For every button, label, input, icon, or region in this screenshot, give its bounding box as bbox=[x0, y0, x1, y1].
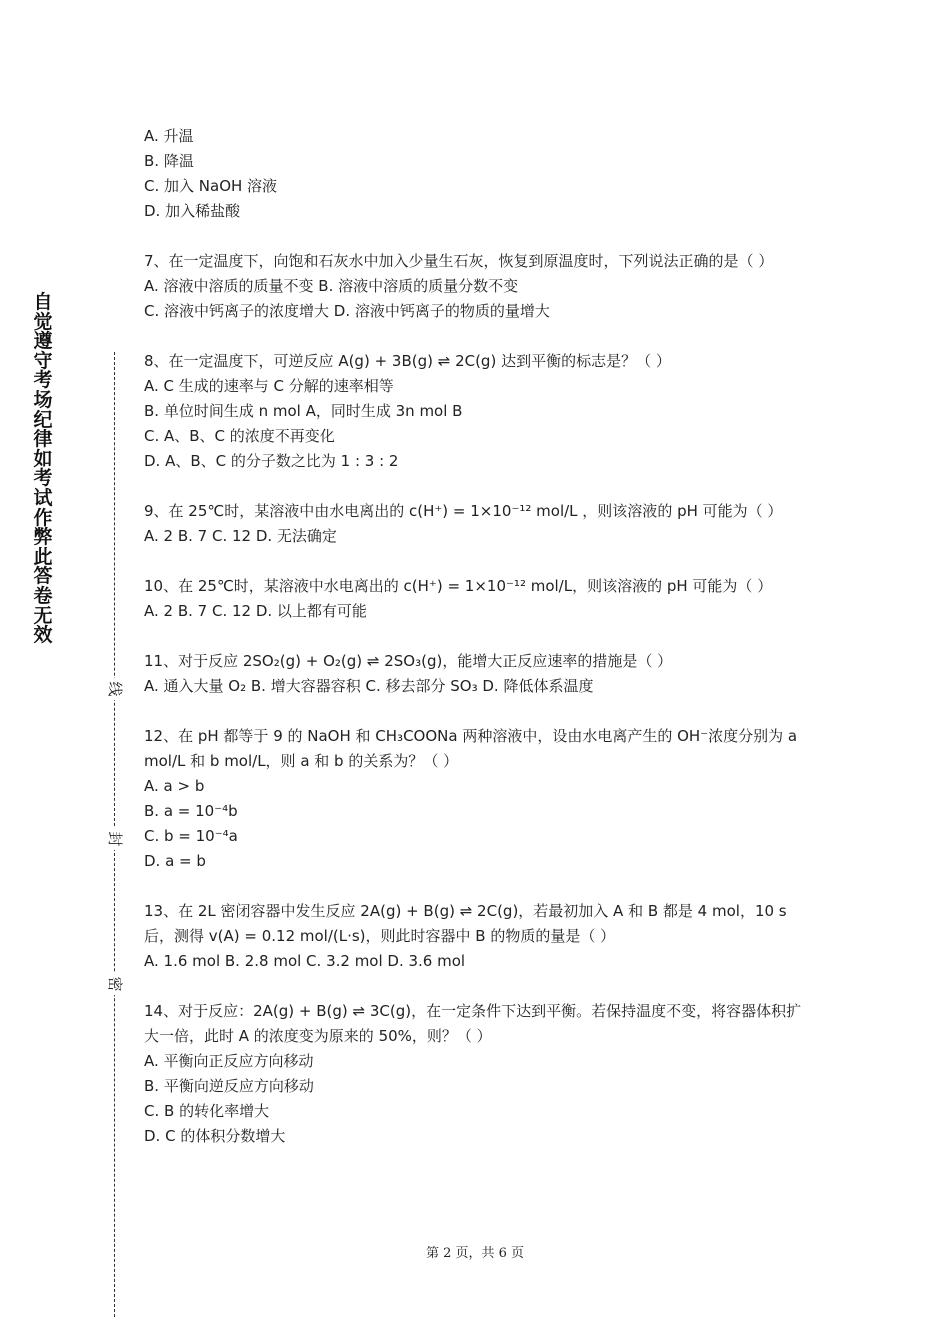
question-stem: 7、在一定温度下，向饱和石灰水中加入少量生石灰，恢复到原温度时，下列说法正确的是（ ） bbox=[144, 252, 774, 270]
option: D. C 的体积分数增大 bbox=[144, 1127, 286, 1145]
option-row: A. 通入大量 O₂ B. 增大容器容积 C. 移去部分 SO₃ D. 降低体系温度 bbox=[144, 677, 594, 695]
question-8 bbox=[144, 349, 810, 474]
question-stem: 12、在 pH 都等于 9 的 NaOH 和 CH₃COONa 两种溶液中，设由水电离产生的 OH⁻浓度分别为 a mol/L 和 b mol/L，则 a 和 b 的关系为？（ ） bbox=[144, 727, 798, 770]
question-stem: 11、对于反应 2SO₂(g) + O₂(g) ⇌ 2SO₃(g)，能增大正反应速率的措施是（ ） bbox=[144, 652, 673, 670]
question-6-options bbox=[144, 124, 810, 224]
option-row: A. 2 B. 7 C. 12 D. 无法确定 bbox=[144, 527, 337, 545]
option-row: A. 溶液中溶质的质量不变 B. 溶液中溶质的质量分数不变 bbox=[144, 277, 519, 295]
question-stem: 9、在 25℃时，某溶液中由水电离出的 c(H⁺) = 1×10⁻¹² mol/L ，则该溶液的 pH 可能为（ ） bbox=[144, 502, 783, 520]
question-stem: 13、在 2L 密闭容器中发生反应 2A(g) + B(g) ⇌ 2C(g)，若最初加入 A 和 B 都是 4 mol，10 s 后，测得 v(A) = 0.12 mol/(L·s)，则此时容器中 B 的物质的量是（ ） bbox=[144, 902, 787, 945]
option: C. A、B、C 的浓度不再变化 bbox=[144, 427, 335, 445]
option: C. b = 10⁻⁴a bbox=[144, 827, 238, 845]
question-stem: 8、在一定温度下，可逆反应 A(g) + 3B(g) ⇌ 2C(g) 达到平衡的标志是？（ ） bbox=[144, 352, 671, 370]
question-14 bbox=[144, 999, 810, 1149]
option: A. 平衡向正反应方向移动 bbox=[144, 1052, 314, 1070]
option: B. 单位时间生成 n mol A，同时生成 3n mol B bbox=[144, 402, 463, 420]
question-7 bbox=[144, 249, 810, 324]
option: A. C 生成的速率与 C 分解的速率相等 bbox=[144, 377, 394, 395]
option: D. 加入稀盐酸 bbox=[144, 202, 241, 220]
page-number: 第 2 页，共 6 页 bbox=[425, 1246, 525, 1261]
question-stem: 10、在 25℃时，某溶液中水电离出的 c(H⁺) = 1×10⁻¹² mol/L，则该溶液的 pH 可能为（ ） bbox=[144, 577, 773, 595]
question-9 bbox=[144, 499, 810, 549]
question-13 bbox=[144, 899, 810, 974]
question-12 bbox=[144, 724, 810, 874]
option: C. B 的转化率增大 bbox=[144, 1102, 270, 1120]
question-list bbox=[144, 124, 810, 1149]
binding-label-seal: 封 bbox=[104, 828, 126, 850]
option-row: A. 1.6 mol B. 2.8 mol C. 3.2 mol D. 3.6 mol bbox=[144, 952, 466, 970]
exam-discipline-warning: 自觉遵守考场纪律如考试作弊此答卷无效 bbox=[33, 291, 53, 647]
option-row: C. 溶液中钙离子的浓度增大 D. 溶液中钙离子的物质的量增大 bbox=[144, 302, 550, 320]
option: B. a = 10⁻⁴b bbox=[144, 802, 238, 820]
question-10 bbox=[144, 574, 810, 624]
question-11 bbox=[144, 649, 810, 699]
option: D. A、B、C 的分子数之比为 1 : 3 : 2 bbox=[144, 452, 399, 470]
option: A. a > b bbox=[144, 777, 205, 795]
option: A. 升温 bbox=[144, 127, 194, 145]
question-stem: 14、对于反应：2A(g) + B(g) ⇌ 3C(g)，在一定条件下达到平衡。若保持温度不变，将容器体积扩大一倍，此时 A 的浓度变为原来的 50%，则？（ ） bbox=[144, 1002, 802, 1045]
option: D. a = b bbox=[144, 852, 206, 870]
option-row: A. 2 B. 7 C. 12 D. 以上都有可能 bbox=[144, 602, 367, 620]
option: B. 平衡向逆反应方向移动 bbox=[144, 1077, 314, 1095]
binding-label-line: 线 bbox=[104, 678, 126, 700]
binding-label-secret: 密 bbox=[104, 973, 126, 995]
option: C. 加入 NaOH 溶液 bbox=[144, 177, 278, 195]
option: B. 降温 bbox=[144, 152, 194, 170]
